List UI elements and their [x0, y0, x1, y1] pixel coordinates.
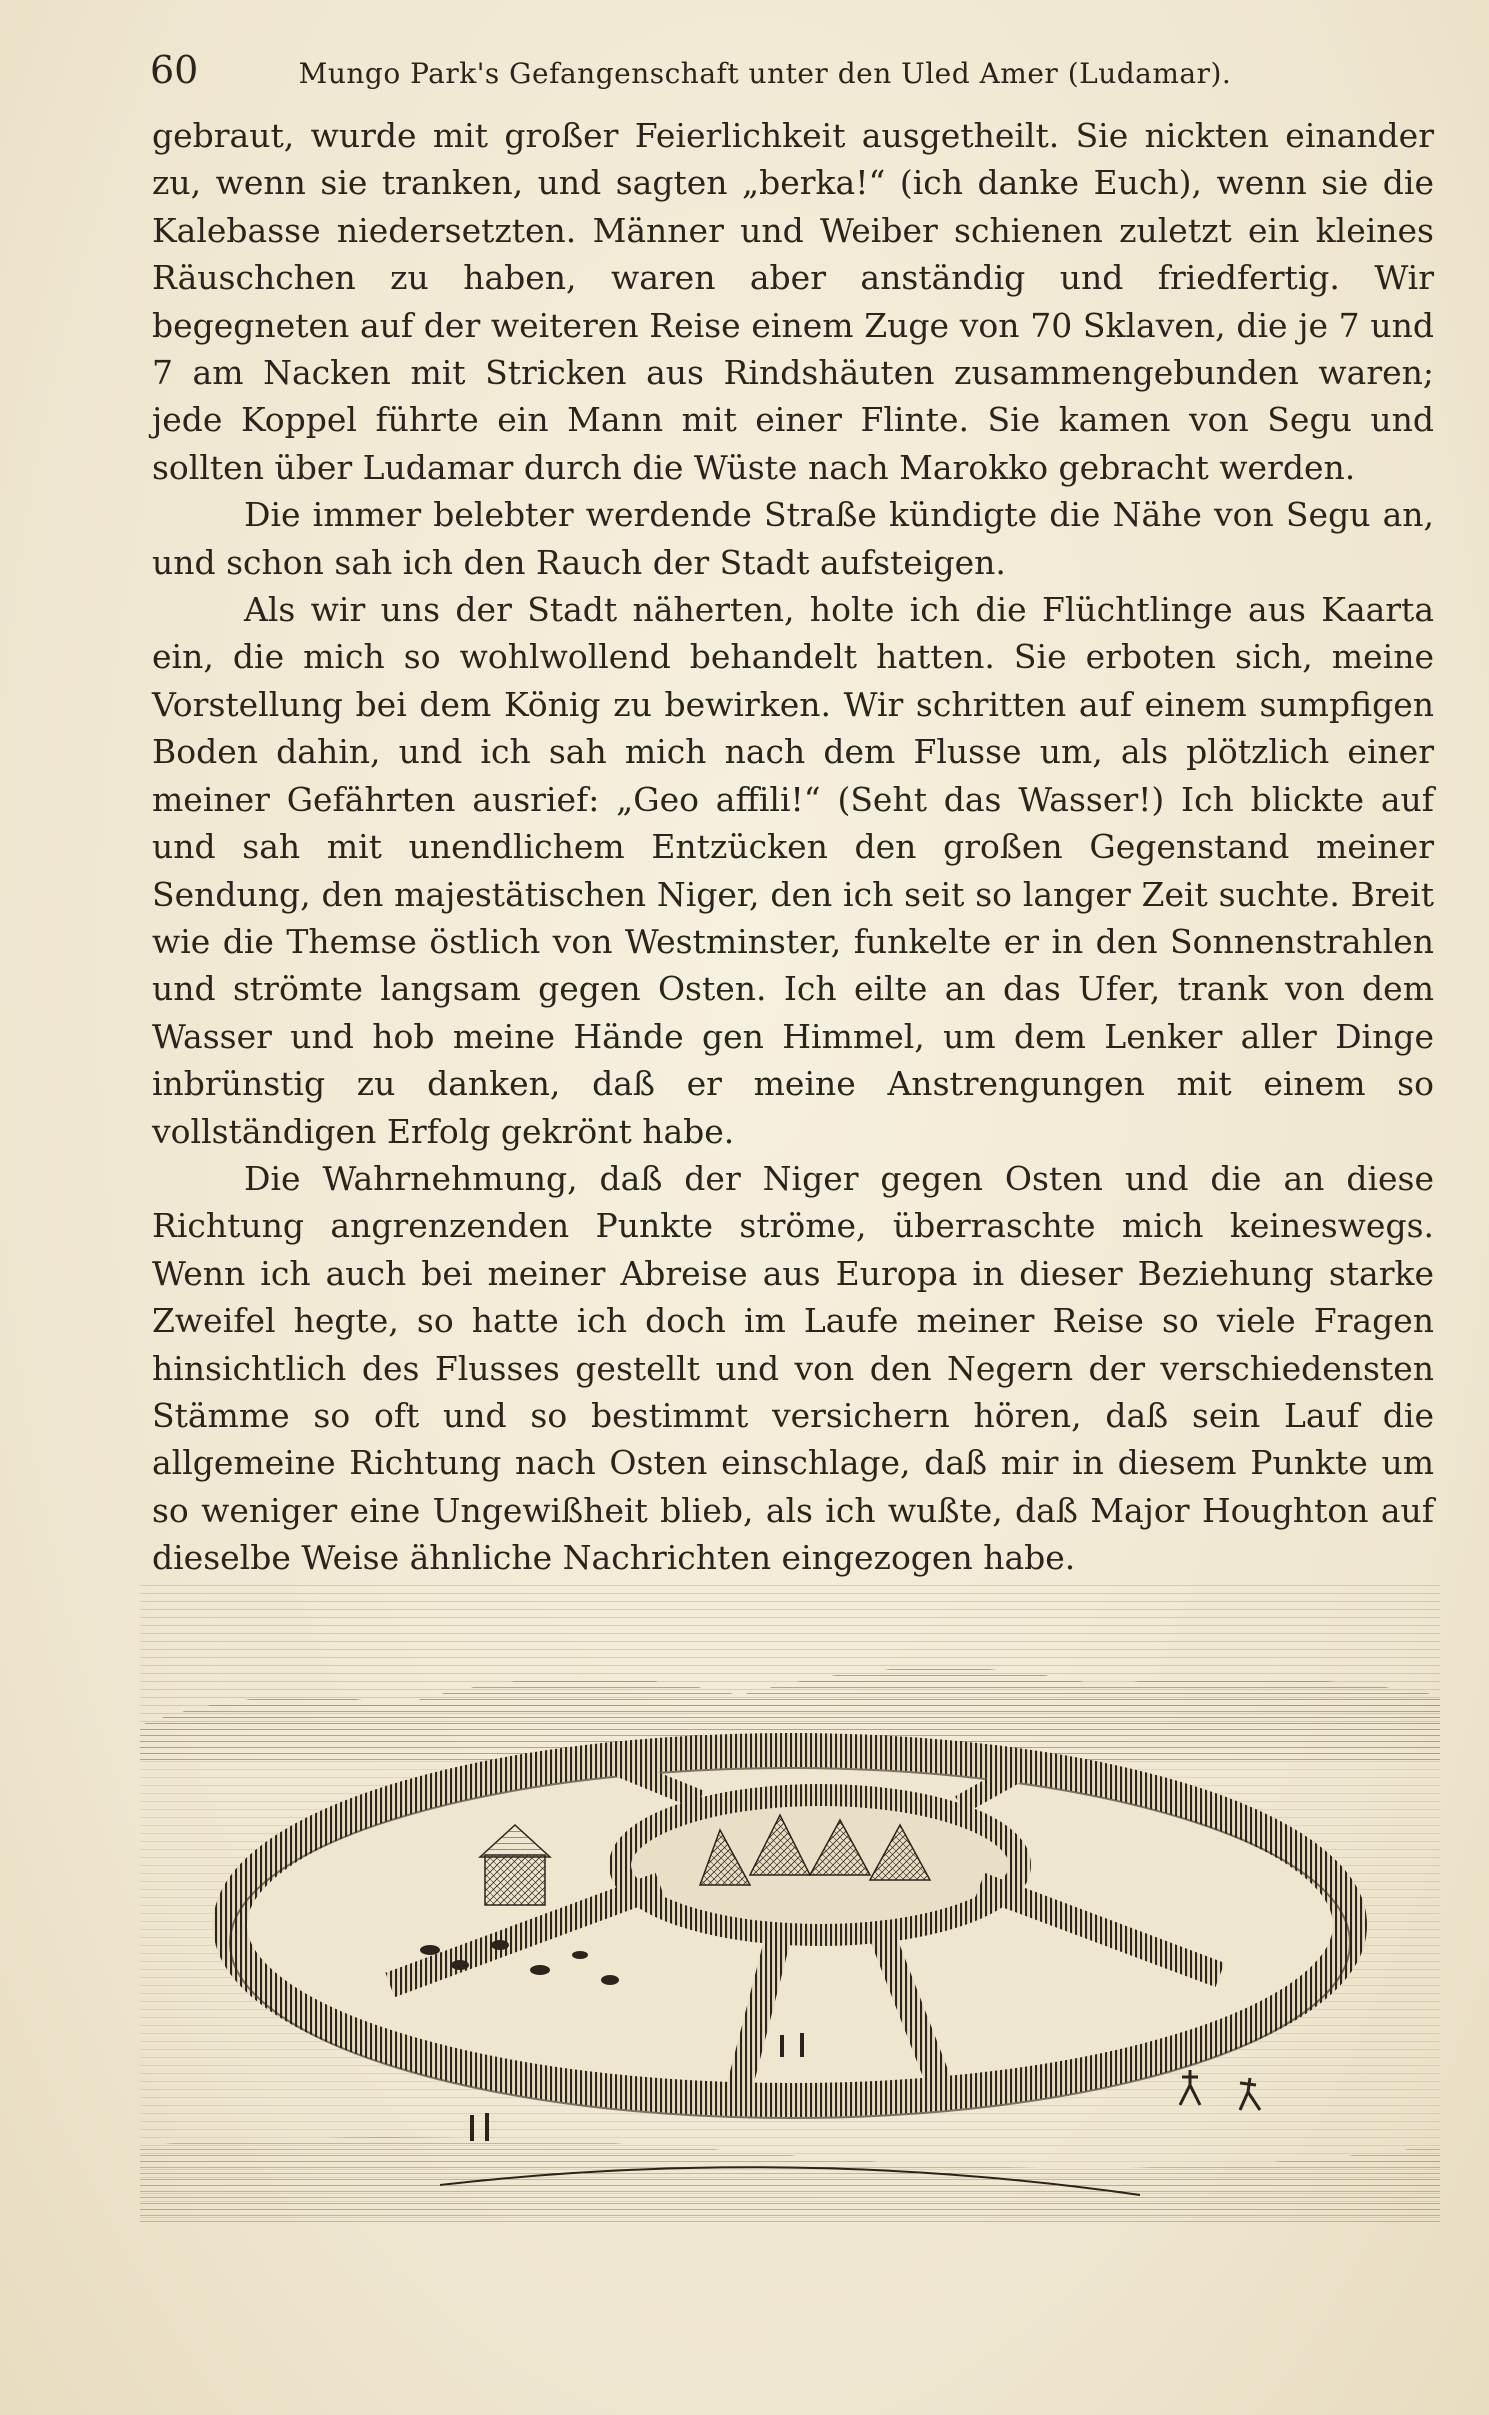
paragraph-4: Die Wahrnehmung, daß der Niger gegen Osten und die an diese Richtung angrenzenden Punkte ströme, überraschte mich keineswegs. Wenn ich auch bei meiner Abreise aus Europa in dieser Beziehung starke Zweifel hegte, so hatte ich doch im Laufe meiner Reise so viele Fragen hinsichtlich des Flusses gestellt und von den Negern der verschiedensten Stämme so oft und so bestimmt versichern hören, daß sein Lauf die allgemeine Richtung nach Osten einschlage, daß mir in diesem Punkte um so weniger eine Ungewißheit blieb, als ich wußte, daß Major Houghton auf dieselbe Weise ähnliche Nachrichten eingezogen habe.	[152, 1158, 1434, 1578]
body-text	[152, 112, 1434, 1582]
page-header	[150, 48, 1260, 98]
running-title: Mungo Park's Gefangenschaft unter den Uled Amer (Ludamar).	[298, 57, 1232, 90]
engraving-illustration	[140, 1585, 1440, 2225]
paragraph-2: Die immer belebter werdende Straße kündigte die Nähe von Segu an, und schon sah ich den Rauch der Stadt aufsteigen.	[152, 495, 1434, 582]
stockade-village-engraving	[140, 1585, 1440, 2225]
page-number: 60	[150, 48, 199, 92]
paragraph-1: gebraut, wurde mit großer Feierlichkeit ausgetheilt. Sie nickten einander zu, wenn sie tranken, und sagten „berka!“ (ich danke Euch), wenn sie die Kalebasse niedersetzten. Männer und Weiber schienen zuletzt ein kleines Räuschchen zu haben, waren aber anständig und friedfertig. Wir begegneten auf der weiteren Reise einem Zuge von 70 Sklaven, die je 7 und 7 am Nacken mit Stricken aus Rindshäuten zusammengebunden waren; jede Koppel führte ein Mann mit einer Flinte. Sie kamen von Segu und sollten über Ludamar durch die Wüste nach Marokko gebracht werden.	[152, 116, 1434, 487]
paragraph-3: Als wir uns der Stadt näherten, holte ich die Flüchtlinge aus Kaarta ein, die mich so wohlwollend behandelt hatten. Sie erboten sich, meine Vorstellung bei dem König zu bewirken. Wir schritten auf einem sumpfigen Boden dahin, und ich sah mich nach dem Flusse um, als plötzlich einer meiner Gefährten ausrief: „Geo affili!“ (Seht das Wasser!) Ich blickte auf und sah mit unendlichem Entzücken den großen Gegenstand meiner Sendung, den majestätischen Niger, den ich seit so langer Zeit suchte. Breit wie die Themse östlich von Westminster, funkelte er in den Sonnenstrahlen und strömte langsam gegen Osten. Ich eilte an das Ufer, trank von dem Wasser und hob meine Hände gen Himmel, um dem Lenker aller Dinge inbrünstig zu danken, daß er meine Anstrengungen mit einem so vollständigen Erfolg gekrönt habe.	[152, 590, 1434, 1151]
